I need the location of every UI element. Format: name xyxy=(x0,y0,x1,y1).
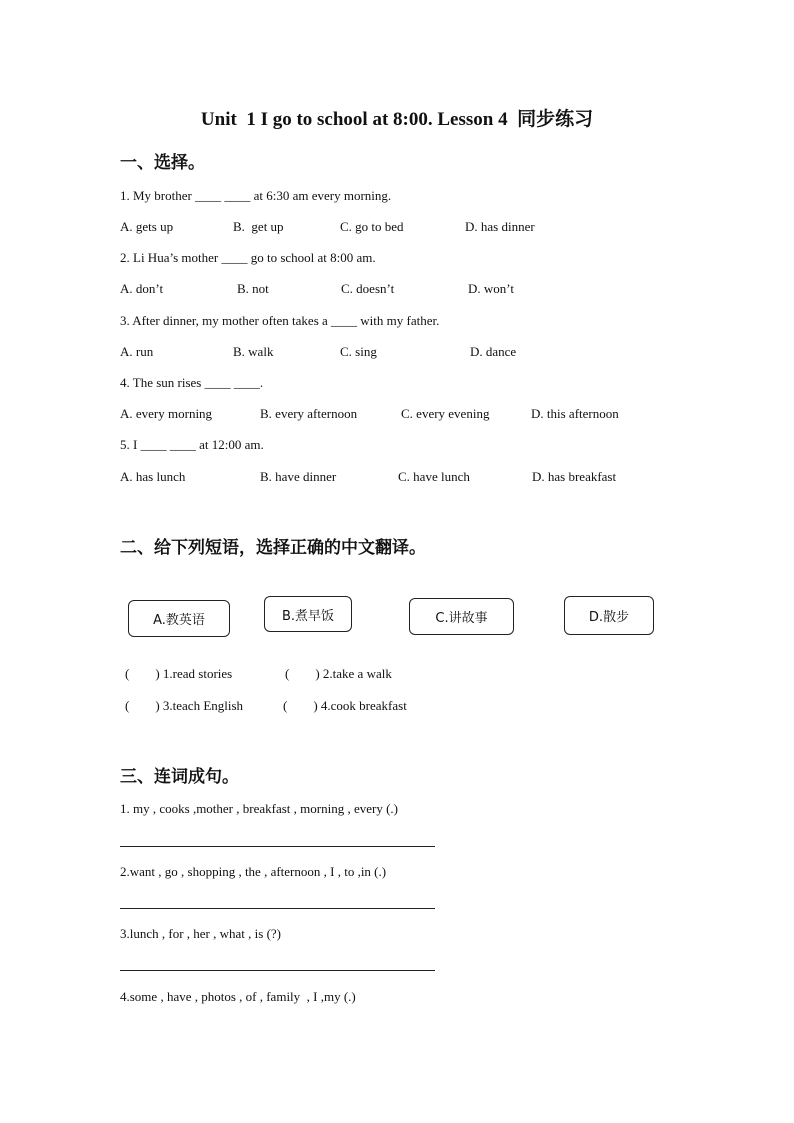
sentence-item-2: 2.want , go , shopping , the , afternoon , I , to ,in (.) xyxy=(120,864,387,879)
choice-d-label: D.散步 xyxy=(588,610,630,625)
q5-option-d: D. has breakfast xyxy=(532,469,617,484)
choice-box-b xyxy=(264,596,352,632)
choice-box-d xyxy=(564,596,654,635)
q1-option-b: B. get up xyxy=(233,219,284,234)
q3-option-b: B. walk xyxy=(233,344,274,359)
q3-option-c: C. sing xyxy=(340,344,377,359)
choice-box-a xyxy=(128,600,230,637)
match-item-4[interactable]: ( ) 4.cook breakfast xyxy=(283,698,407,713)
section-1-heading: 一、选择。 xyxy=(120,153,205,173)
q5-option-c: C. have lunch xyxy=(398,469,470,484)
answer-line-3[interactable] xyxy=(120,970,435,971)
match-item-1[interactable]: ( ) 1.read stories xyxy=(125,666,233,681)
sentence-item-3: 3.lunch , for , her , what , is (?) xyxy=(120,926,282,941)
question-5: 5. I ____ ____ at 12:00 am. xyxy=(120,437,264,452)
q4-option-a: A. every morning xyxy=(120,406,213,421)
q2-option-d: D. won’t xyxy=(468,281,514,296)
section-3-heading: 三、连词成句。 xyxy=(120,767,239,787)
q5-option-b: B. have dinner xyxy=(260,469,337,484)
choice-box-c xyxy=(409,598,514,635)
q1-option-a: A. gets up xyxy=(120,219,174,234)
question-4: 4. The sun rises ____ ____. xyxy=(120,375,264,390)
choice-a-label: A.教英语 xyxy=(153,613,205,628)
q2-option-b: B. not xyxy=(237,281,269,296)
match-item-3[interactable]: ( ) 3.teach English xyxy=(125,698,244,713)
choice-b-label: B.煮早饭 xyxy=(281,608,335,624)
question-1: 1. My brother ____ ____ at 6:30 am every morning. xyxy=(120,188,392,203)
page-title: Unit 1 I go to school at 8:00. Lesson 4 同步练习 xyxy=(200,109,594,130)
q4-option-c: C. every evening xyxy=(401,406,490,421)
answer-line-1[interactable] xyxy=(120,846,435,847)
q1-option-d: D. has dinner xyxy=(465,219,535,234)
q5-option-a: A. has lunch xyxy=(120,469,186,484)
sentence-item-4: 4.some , have , photos , of , family , I ,my (.) xyxy=(120,989,356,1004)
q2-option-a: A. don’t xyxy=(120,281,164,296)
answer-line-2[interactable] xyxy=(120,908,435,909)
question-3: 3. After dinner, my mother often takes a ____ with my father. xyxy=(120,313,440,328)
q1-option-c: C. go to bed xyxy=(340,219,404,234)
sentence-item-1: 1. my , cooks ,mother , breakfast , morning , every (.) xyxy=(120,801,398,816)
q3-option-a: A. run xyxy=(120,344,154,359)
choice-c-label: C.讲故事 xyxy=(435,611,488,626)
q3-option-d: D. dance xyxy=(470,344,517,359)
q4-option-d: D. this afternoon xyxy=(531,406,619,421)
section-2-heading: 二、给下列短语，选择正确的中文翻译。 xyxy=(120,538,426,558)
match-item-2[interactable]: ( ) 2.take a walk xyxy=(285,666,392,681)
q2-option-c: C. doesn’t xyxy=(341,281,395,296)
question-2: 2. Li Hua’s mother ____ go to school at 8:00 am. xyxy=(120,250,376,265)
q4-option-b: B. every afternoon xyxy=(260,406,358,421)
